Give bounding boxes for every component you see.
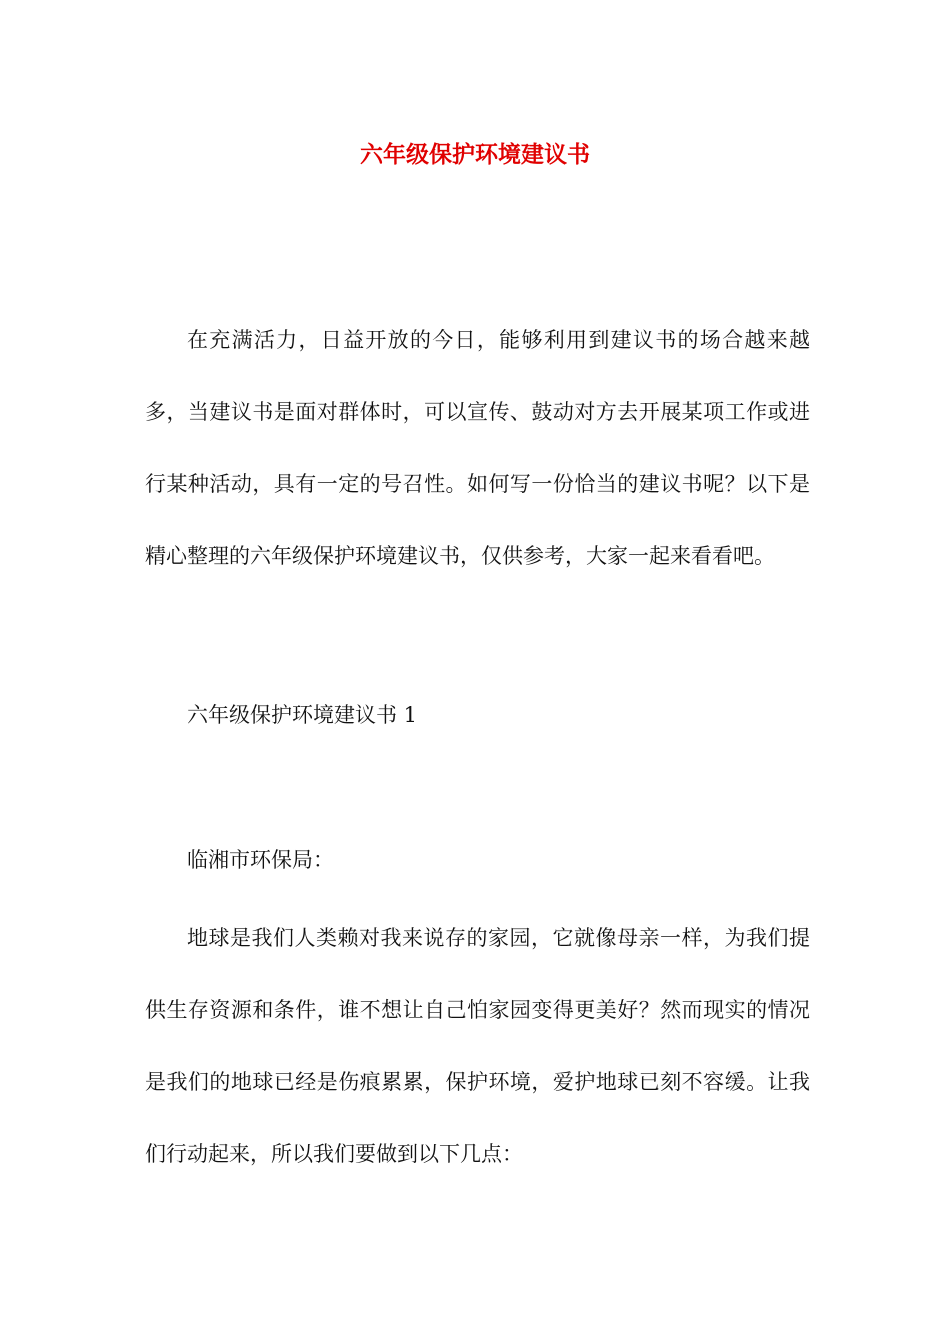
section-heading: 六年级保护环境建议书 1 [187,703,418,727]
salutation: 临湘市环保局： [187,848,334,872]
intro-paragraph: 在充满活力，日益开放的今日，能够利用到建议书的场合越来越多，当建议书是面对群体时，可以宣传、鼓动对方去开展某项工作或进行某种活动，具有一定的号召性。如何写一份恰当的建议书呢？以下是精心整理的六年级保护环境建议书，仅供参考，大家一起来看看吧。 [145,328,810,568]
document-title: 六年级保护环境建议书 [360,141,590,168]
body-paragraph: 地球是我们人类赖对我来说存的家园，它就像母亲一样，为我们提供生存资源和条件，谁不想让自己怕家园变得更美好？然而现实的情况是我们的地球已经是伤痕累累，保护环境，爱护地球已刻不容缓。让我们行动起来，所以我们要做到以下几点： [145,926,810,1166]
